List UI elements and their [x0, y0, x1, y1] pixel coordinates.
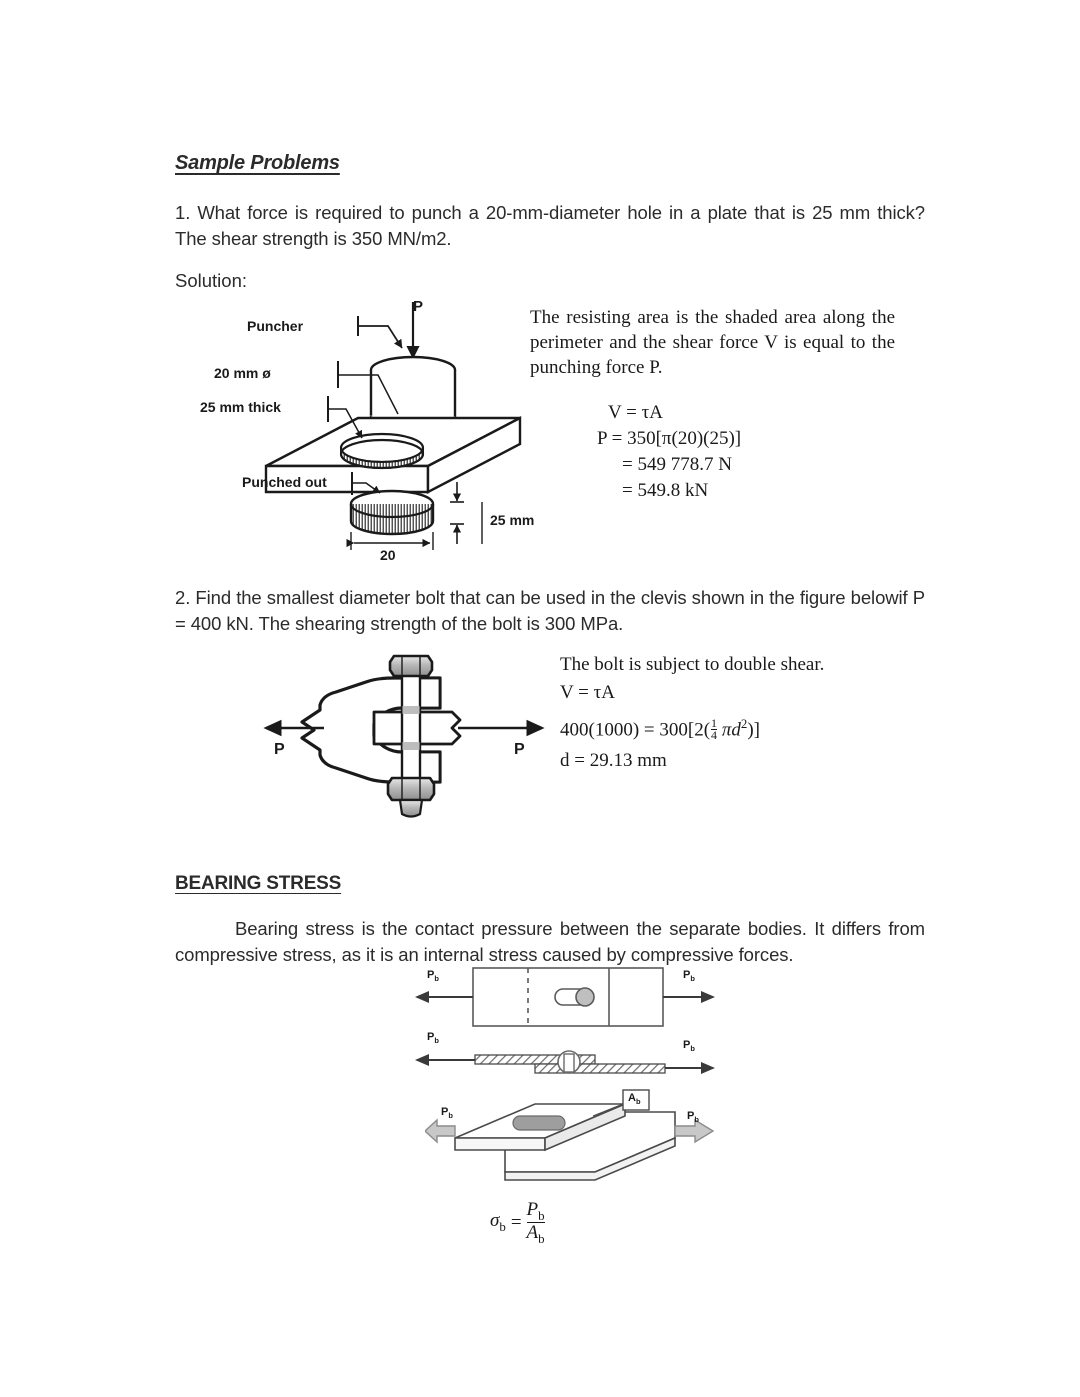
problem-2-step-2: 400(1000) = 300[2( $\frac{1}{4}$ $\pi d^2$)]: [560, 716, 760, 743]
clevis-figure: [262, 648, 547, 823]
problem-1-explanation: The resisting area is the shaded area along the perimeter and the shear force V is equal to the punching force P.: [530, 307, 895, 378]
bearing-diagram-riveted-joint: [415, 1031, 715, 1085]
bearing-stress-formula-denominator: $A_b$: [526, 1222, 545, 1247]
bearing-stress-formula-sigma: $\sigma_b$: [490, 1210, 506, 1235]
punching-figure-puncher-label: Puncher: [247, 318, 304, 334]
punching-figure-load-label: P: [413, 298, 424, 315]
bearing-stress-paragraph: Bearing stress is the contact pressure between the separate bodies. It differs from compressive stress, as it is an internal stress caused by compressive forces.: [175, 918, 925, 965]
punching-figure-slug-diameter-label: 20: [380, 547, 396, 563]
bearing-diagram-riveted-joint-left-label: $P_b$: [427, 1031, 439, 1046]
bearing-diagram-3d-joint-left-label: $P_b$: [441, 1106, 453, 1121]
bearing-diagram-block-right-label: $P_b$: [683, 969, 695, 984]
punching-figure-punched-out-label: Punched out: [242, 474, 327, 490]
bearing-diagram-riveted-joint-svg: [415, 1035, 715, 1085]
bearing-area-callout-label: $A_b$: [628, 1092, 641, 1107]
page-title-bearing-stress: BEARING STRESS: [175, 873, 342, 894]
clevis-figure-svg: [262, 648, 547, 823]
punching-figure-diameter-label: 20 mm ø: [214, 365, 271, 381]
problem-1-step-2: P = 350[π(20)(25)]: [597, 428, 742, 449]
problem-1-statement: 1. What force is required to punch a 20-mm-diameter hole in a plate that is 25 mm thick? The shear strength is 350 MN/m2.: [175, 202, 925, 249]
page-title-sample-problems: Sample Problems: [175, 152, 340, 174]
problem-1-step-4: = 549.8 kN: [622, 480, 709, 501]
problem-2-statement: 2. Find the smallest diameter bolt that can be used in the clevis shown in the figure belowif P = 400 kN. The shearing strength of the bolt is 300 MPa.: [175, 587, 925, 634]
bearing-stress-formula-equals: =: [510, 1211, 522, 1233]
punching-figure: [200, 296, 540, 563]
problem-1-solution-label: Solution:: [175, 270, 247, 291]
bearing-stress-formula: [490, 1200, 545, 1246]
punching-figure-thickness-label: 25 mm thick: [200, 399, 281, 415]
bearing-diagram-block-left-label: $P_b$: [427, 969, 439, 984]
bearing-diagram-block: [415, 958, 715, 1030]
punching-figure-slug-height-label: 25 mm: [490, 512, 535, 528]
clevis-force-left-label: P: [274, 741, 285, 758]
problem-2-step-3: d = 29.13 mm: [560, 750, 667, 771]
problem-1-step-3: = 549 778.7 N: [622, 454, 732, 475]
bearing-diagram-3d-joint-right-label: $P_b$: [687, 1110, 699, 1125]
bearing-diagram-block-svg: [415, 958, 715, 1030]
bearing-stress-formula-numerator: $P_b$: [526, 1199, 545, 1223]
bearing-diagram-riveted-joint-right-label: $P_b$: [683, 1039, 695, 1054]
clevis-force-right-label: P: [514, 741, 525, 758]
problem-1-step-1: V = τA: [608, 402, 663, 423]
bearing-diagram-3d-joint: [425, 1088, 715, 1183]
bearing-diagram-3d-joint-svg: [425, 1088, 715, 1183]
problem-2-step-1: V = τA: [560, 682, 615, 703]
problem-2-explanation: The bolt is subject to double shear.: [560, 654, 825, 675]
bearing-stress-formula-fraction: [527, 1200, 545, 1246]
one-fourth-fraction: $\frac{1}{4}$: [711, 716, 718, 743]
